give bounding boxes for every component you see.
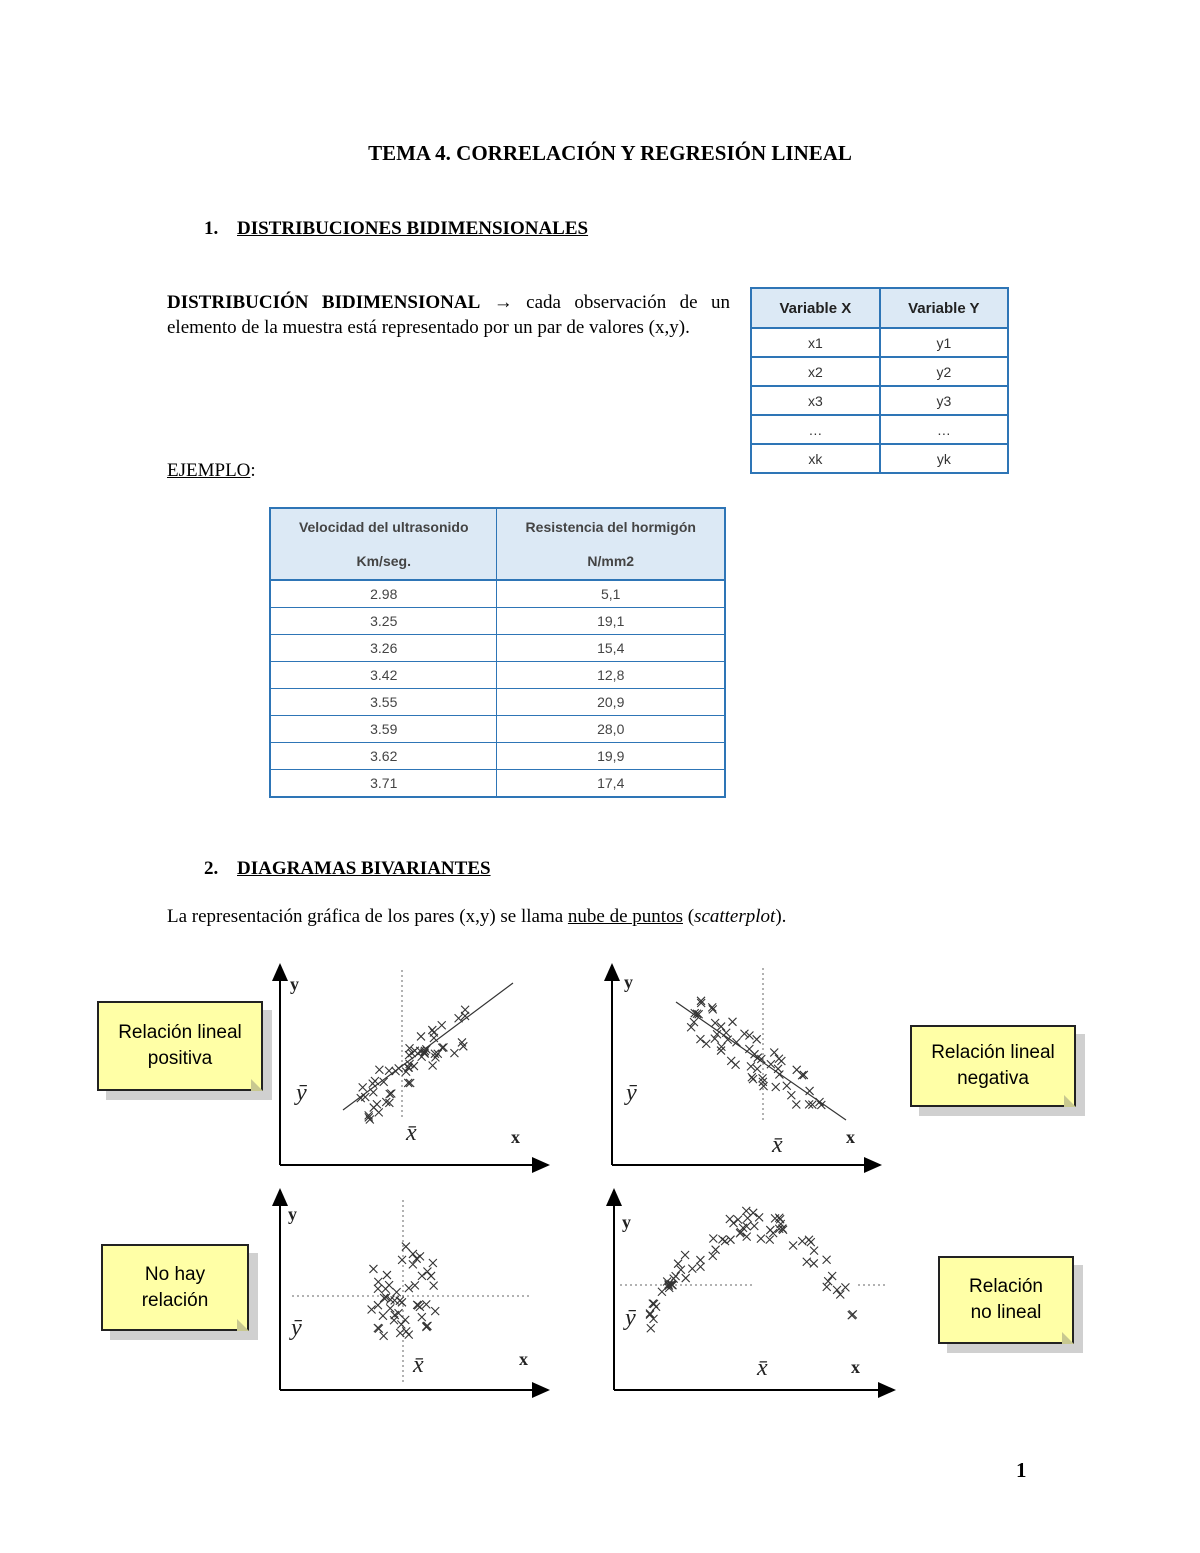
plot-no-relation (280, 1190, 548, 1390)
scatter-mark (418, 1313, 426, 1321)
scatter-mark (744, 1214, 752, 1222)
table-cell: … (880, 415, 1008, 444)
table-row (270, 635, 725, 662)
scatter-mark (650, 1315, 658, 1323)
scatter-mark (755, 1213, 763, 1221)
scatter-mark (702, 1040, 710, 1048)
plot-negative (612, 965, 880, 1165)
y-label: y (624, 972, 633, 992)
scatter-mark (718, 1235, 726, 1243)
table-row (270, 689, 725, 716)
table-header (270, 508, 497, 580)
table-row (270, 743, 725, 770)
scatter-mark (409, 1250, 417, 1258)
table-row (751, 357, 1008, 386)
table-row (751, 386, 1008, 415)
scatter-mark (823, 1256, 831, 1264)
table-cell: 3.55 (270, 689, 497, 716)
scatter-mark (828, 1272, 836, 1280)
scatter-mark (727, 1057, 735, 1065)
table-cell: x2 (751, 357, 880, 386)
scatter-mark (371, 1077, 379, 1085)
note-no-relation (101, 1244, 249, 1331)
table-cell: x1 (751, 328, 880, 357)
scatter-mark (390, 1316, 398, 1324)
x-mean-label: x̄ (757, 1355, 768, 1381)
table-cell: 3.59 (270, 716, 497, 743)
scatter-mark (774, 1065, 782, 1073)
note-negative (910, 1025, 1076, 1107)
y-mean-label: ȳ (626, 1080, 637, 1106)
table-cell: 19,1 (497, 608, 725, 635)
scatter-mark (423, 1322, 431, 1330)
scatter-mark (783, 1082, 791, 1090)
plot-positive (280, 965, 548, 1165)
scatter-mark (430, 1282, 438, 1290)
scatter-mark (849, 1310, 857, 1318)
scatter-mark (747, 1062, 755, 1070)
section-heading-1 (204, 218, 588, 240)
scatter-mark (417, 1032, 425, 1040)
scatter-description (167, 906, 786, 928)
scatter-mark (810, 1247, 818, 1255)
scatter-mark (369, 1088, 377, 1096)
table-row (270, 716, 725, 743)
scatter-mark (688, 1265, 696, 1273)
scatter-mark (438, 1044, 446, 1052)
table-header (497, 508, 725, 580)
x-label: x (851, 1357, 860, 1377)
scatter-mark (777, 1057, 785, 1065)
table-cell: xk (751, 444, 880, 473)
table-cell: 15,4 (497, 635, 725, 662)
y-label: y (290, 974, 299, 994)
term-scatterplot: scatterplot (694, 906, 776, 927)
scatter-mark (393, 1288, 401, 1296)
definition-term: DISTRIBUCIÓN BIDIMENSIONAL (167, 292, 481, 313)
note-line: negativa (957, 1068, 1029, 1089)
scatter-mark (450, 1049, 458, 1057)
scatter-mark (380, 1332, 388, 1340)
definition-text: cada observación de un elemento de la muestra está representado por un par de valores (x,y). (167, 292, 730, 338)
example-label (167, 460, 256, 482)
table-cell: 5,1 (497, 580, 725, 608)
scatter-mark (753, 1065, 761, 1073)
section-label: DISTRIBUCIONES BIDIMENSIONALES (237, 218, 589, 239)
table-cell: 19,9 (497, 743, 725, 770)
page-number: 1 (1016, 1458, 1027, 1482)
scatter-mark (359, 1083, 367, 1091)
scatter-mark (398, 1256, 406, 1264)
scatter-mark (753, 1035, 761, 1043)
table-cell: 3.26 (270, 635, 497, 662)
scatter-mark (789, 1241, 797, 1249)
scatter-mark (742, 1207, 750, 1215)
table-cell: 17,4 (497, 770, 725, 798)
scatter-mark (429, 1259, 437, 1267)
table-header: Variable Y (880, 288, 1008, 328)
header-unit: N/mm2 (587, 553, 635, 569)
table-cell: 28,0 (497, 716, 725, 743)
scatter-mark (787, 1091, 795, 1099)
table-cell: y2 (880, 357, 1008, 386)
scatter-mark (431, 1307, 439, 1315)
note-line: relación (141, 1289, 209, 1311)
scatter-mark (681, 1251, 689, 1259)
scatter-mark (823, 1283, 831, 1291)
x-mean-label: x̄ (772, 1132, 783, 1158)
scatter-mark (757, 1235, 765, 1243)
scatter-mark (430, 1034, 438, 1042)
scatter-mark (697, 1263, 705, 1271)
header-line: Resistencia del hormigón (525, 519, 696, 535)
table-row (751, 444, 1008, 473)
note-positive (97, 1001, 263, 1091)
scatter-mark (386, 1304, 394, 1312)
y-mean-label: ȳ (291, 1315, 302, 1341)
scatter-mark (375, 1066, 383, 1074)
scatter-mark (418, 1272, 426, 1280)
note-nonlinear (938, 1256, 1074, 1344)
y-label: y (288, 1204, 297, 1224)
scatter-mark (772, 1083, 780, 1091)
scatter-mark (413, 1255, 421, 1263)
scatter-mark (770, 1049, 778, 1057)
table-cell: 3.25 (270, 608, 497, 635)
scatter-mark (682, 1274, 690, 1282)
note-line: no lineal (970, 1302, 1042, 1323)
scatter-mark (734, 1216, 742, 1224)
scatter-mark (646, 1311, 654, 1319)
x-mean-label: x̄ (413, 1352, 424, 1378)
scatter-mark (836, 1291, 844, 1299)
scatter-mark (369, 1265, 377, 1273)
x-label: x (519, 1349, 528, 1369)
arrow-icon: → (493, 292, 513, 313)
scatter-mark (709, 1235, 717, 1243)
table-header: Variable X (751, 288, 880, 328)
y-label: y (622, 1212, 631, 1232)
table-cell: yk (880, 444, 1008, 473)
scatter-mark (428, 1026, 436, 1034)
scatter-mark (429, 1062, 437, 1070)
scatter-mark (729, 1018, 737, 1026)
y-mean-label: ȳ (296, 1080, 307, 1106)
scatter-mark (833, 1286, 841, 1294)
scatter-mark (413, 1301, 421, 1309)
table-row (270, 770, 725, 798)
scatter-mark (392, 1067, 400, 1075)
scatter-mark (404, 1079, 412, 1087)
table-row (270, 580, 725, 608)
note-line: Relación (969, 1276, 1043, 1297)
example-colon: : (250, 460, 256, 481)
scatter-mark (806, 1087, 814, 1095)
table-cell: 2.98 (270, 580, 497, 608)
scatter-mark (798, 1237, 806, 1245)
table-cell: 3.71 (270, 770, 497, 798)
scatter-mark (455, 1014, 463, 1022)
scatter-mark (422, 1300, 430, 1308)
text-fragment: ). (775, 906, 787, 927)
scatter-mark (385, 1281, 393, 1289)
scatter-mark (396, 1329, 404, 1337)
section-number: 2. (204, 858, 219, 879)
regression-line (343, 983, 513, 1110)
scatter-mark (374, 1285, 382, 1293)
scatter-mark (727, 1236, 735, 1244)
scatter-mark (696, 1256, 704, 1264)
example-label-text: EJEMPLO (167, 460, 251, 481)
scatter-mark (401, 1316, 409, 1324)
scatter-mark (810, 1259, 818, 1267)
y-mean-label: ȳ (625, 1305, 636, 1331)
header-line: Velocidad del ultrasonido (298, 519, 469, 535)
scatter-mark (721, 1237, 729, 1245)
scatter-mark (696, 1035, 704, 1043)
scatter-mark (374, 1278, 382, 1286)
table-cell: y1 (880, 328, 1008, 357)
scatter-mark (750, 1222, 758, 1230)
scatter-mark (792, 1101, 800, 1109)
scatter-mark (722, 1029, 730, 1037)
scatter-mark (841, 1283, 849, 1291)
scatter-mark (370, 1104, 378, 1112)
x-label: x (846, 1127, 855, 1147)
section-heading-2 (204, 858, 491, 880)
table-cell: y3 (880, 386, 1008, 415)
scatter-mark (647, 1324, 655, 1332)
scatter-mark (438, 1021, 446, 1029)
variable-table (750, 287, 1009, 474)
scatter-mark (767, 1060, 775, 1068)
scatter-mark (383, 1271, 391, 1279)
scatter-mark (807, 1238, 815, 1246)
scatter-mark (409, 1260, 417, 1268)
text-fragment: ( (682, 906, 695, 927)
table-cell: 20,9 (497, 689, 725, 716)
table-cell: … (751, 415, 880, 444)
scatter-mark (379, 1312, 387, 1320)
text-fragment: La representación gráfica de los pares (x,y) se llama (167, 906, 568, 927)
plot-nonlinear (614, 1190, 894, 1390)
table-row (751, 328, 1008, 357)
scatter-mark (775, 1071, 783, 1079)
table-row (270, 608, 725, 635)
page-title: TEMA 4. CORRELACIÓN Y REGRESIÓN LINEAL (368, 141, 852, 165)
table-cell: 3.62 (270, 743, 497, 770)
table-cell: 3.42 (270, 662, 497, 689)
section-number: 1. (204, 218, 219, 239)
table-row (270, 662, 725, 689)
example-table (269, 507, 726, 798)
scatter-mark (652, 1303, 660, 1311)
scatter-mark (726, 1215, 734, 1223)
term-nube-de-puntos: nube de puntos (567, 906, 683, 927)
scatter-mark (816, 1098, 824, 1106)
scatter-mark (375, 1325, 383, 1333)
scatter-mark (803, 1258, 811, 1266)
section-label: DIAGRAMAS BIVARIANTES (237, 858, 491, 879)
table-cell: 12,8 (497, 662, 725, 689)
definition-paragraph (167, 290, 730, 340)
table-cell: x3 (751, 386, 880, 415)
table-row (751, 415, 1008, 444)
x-label: x (511, 1127, 520, 1147)
scatter-mark (427, 1272, 435, 1280)
scatter-mark (766, 1226, 774, 1234)
scatter-mark (406, 1079, 414, 1087)
scatter-mark (745, 1045, 753, 1053)
scatter-mark (824, 1277, 832, 1285)
note-line: Relación lineal (118, 1022, 242, 1043)
note-line: No hay (144, 1263, 206, 1285)
note-line: positiva (147, 1048, 213, 1069)
header-unit: Km/seg. (356, 553, 411, 569)
x-mean-label: x̄ (406, 1120, 417, 1146)
note-line: Relación lineal (931, 1042, 1055, 1063)
